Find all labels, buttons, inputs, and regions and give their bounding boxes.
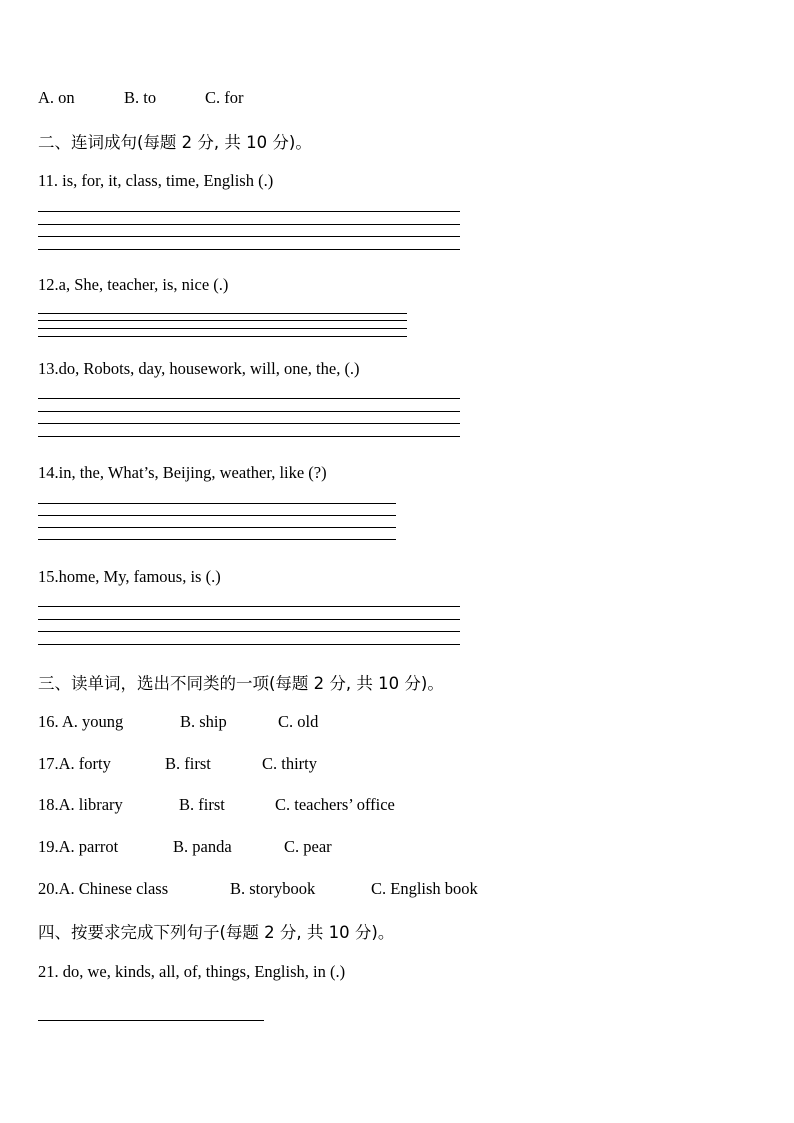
- q15-prompt: 15.home, My, famous, is (.): [38, 567, 221, 586]
- q10-option-b: B. to: [124, 88, 157, 107]
- answer-line: [38, 527, 396, 528]
- section4-heading: 四、按要求完成下列句子(每题 2 分, 共 10 分)。: [38, 923, 395, 942]
- answer-line: [38, 328, 407, 329]
- q20-option-c: C. English book: [371, 879, 478, 898]
- answer-line: [38, 503, 396, 504]
- q17-option-c: C. thirty: [262, 754, 318, 773]
- answer-line: [38, 515, 396, 516]
- answer-line: [38, 249, 460, 250]
- q16-option-c: C. old: [278, 712, 319, 731]
- q16-option-a: 16. A. young: [38, 712, 124, 731]
- answer-line: [38, 211, 460, 212]
- q19-option-a: 19.A. parrot: [38, 837, 119, 856]
- q14-prompt: 14.in, the, What’s, Beijing, weather, like (?): [38, 463, 327, 482]
- q19-option-c: C. pear: [284, 837, 332, 856]
- q17-option-b: B. first: [165, 754, 211, 773]
- answer-line: [38, 336, 407, 337]
- q19-option-b: B. panda: [173, 837, 232, 856]
- q18-option-a: 18.A. library: [38, 795, 123, 814]
- answer-line: [38, 320, 407, 321]
- answer-line: [38, 423, 460, 424]
- answer-line: [38, 539, 396, 540]
- q11-prompt: 11. is, for, it, class, time, English (.): [38, 171, 274, 190]
- answer-line: [38, 606, 460, 607]
- answer-line: [38, 644, 460, 645]
- q17-option-a: 17.A. forty: [38, 754, 111, 773]
- answer-line: [38, 313, 407, 314]
- answer-line: [38, 398, 460, 399]
- answer-line: [38, 436, 460, 437]
- q10-option-c: C. for: [205, 88, 244, 107]
- q20-option-a: 20.A. Chinese class: [38, 879, 169, 898]
- answer-line: [38, 236, 460, 237]
- q21-prompt: 21. do, we, kinds, all, of, things, English, in (.): [38, 962, 346, 981]
- q10-option-a: A. on: [38, 88, 75, 107]
- q13-prompt: 13.do, Robots, day, housework, will, one, the, (.): [38, 359, 360, 378]
- answer-line: [38, 619, 460, 620]
- section2-heading: 二、连词成句(每题 2 分, 共 10 分)。: [38, 133, 312, 152]
- answer-line: [38, 1020, 264, 1021]
- q18-option-b: B. first: [179, 795, 225, 814]
- section3-heading: 三、读单词，选出不同类的一项(每题 2 分, 共 10 分)。: [38, 674, 444, 693]
- answer-line: [38, 411, 460, 412]
- q20-option-b: B. storybook: [230, 879, 316, 898]
- answer-line: [38, 631, 460, 632]
- answer-line: [38, 224, 460, 225]
- q12-prompt: 12.a, She, teacher, is, nice (.): [38, 275, 229, 294]
- q18-option-c: C. teachers’ office: [275, 795, 395, 814]
- q16-option-b: B. ship: [180, 712, 227, 731]
